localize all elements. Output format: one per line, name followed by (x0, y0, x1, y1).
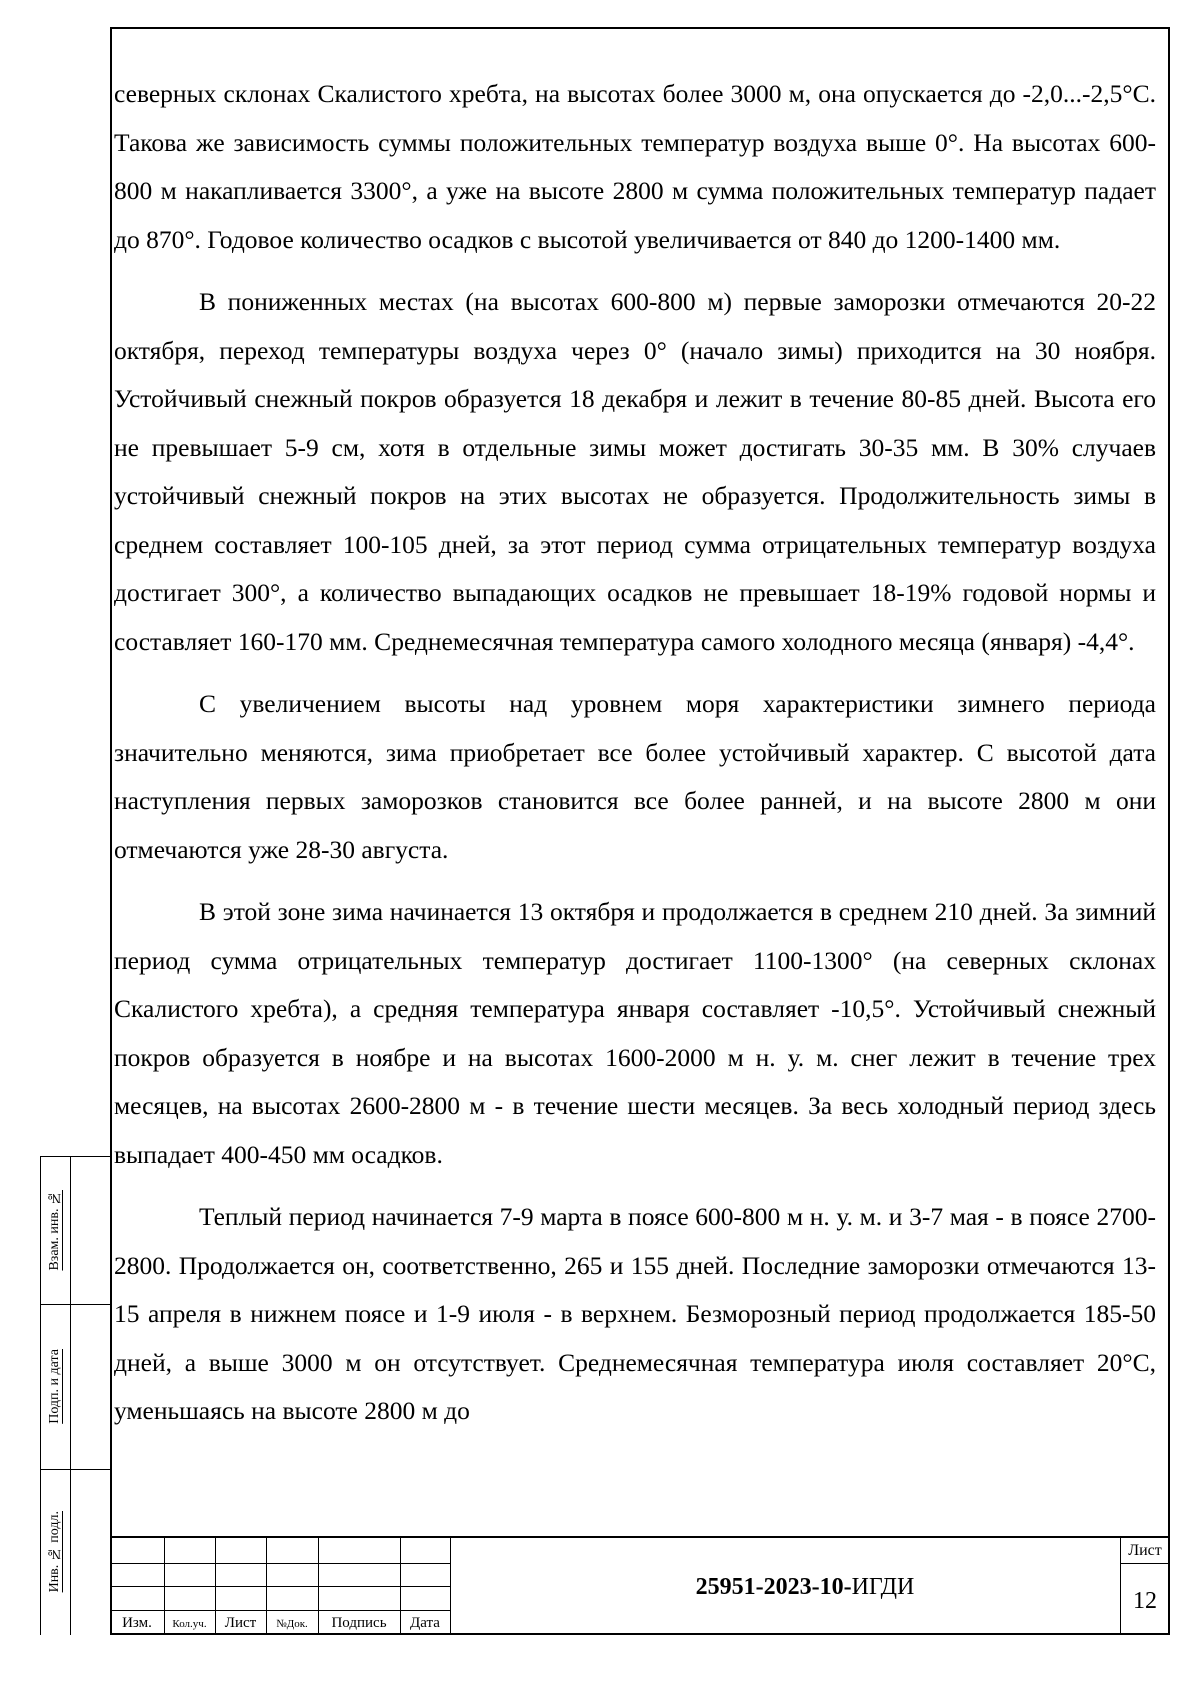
header-nom-dok: №Док. (276, 1617, 308, 1630)
paragraph-5: Теплый период начинается 7-9 марта в поясе 600-800 м н. у. м. и 3-7 мая - в поясе 2700-2800. Продолжается он, соответственно, 265 и 155 дней. Последние заморозки отмечаются 13-15 апреля в нижнем поясе и 1-9 июля - в верхнем. Безморозный период продолжается 185-50 дней, а выше 3000 м он отсутствует. Среднемесячная температура июля составляет 20°С, уменьшаясь на высоте 2800 м до (114, 1202, 1156, 1425)
grid-line (110, 1586, 450, 1587)
header-list: Лист (224, 1615, 257, 1631)
paragraph-3: С увеличением высоты над уровнем моря характеристики зимнего периода значительно меняются, зима приобретает все более устойчивый характер. С высотой дата наступления первых заморозков становится все более ранней, и на высоте 2800 м они отмечаются уже 28-30 августа. (114, 689, 1156, 864)
side-border-mid (70, 1156, 71, 1635)
document-code-suffix: ИГДИ (851, 1574, 915, 1600)
grid-line (110, 1563, 450, 1564)
side-label-vzam: Взам. инв. № (47, 1189, 62, 1271)
grid-line (450, 1538, 451, 1635)
header-kol-uch: Кол.уч. (172, 1617, 207, 1630)
document-body (114, 70, 1156, 1450)
paragraph-4: В этой зоне зима начинается 13 октября и продолжается в среднем 210 дней. За зимний период сумма отрицательных температур достигает 1100-1300° (на северных склонах Скалистого хребта), а средняя температура января составляет -10,5°. Устойчивый снежный покров образуется в ноябре и на высотах 1600-2000 м н. у. м. снег лежит в течение трех месяцев, на высотах 2600-2800 м - в течение шести месяцев. За весь холодный период здесь выпадает 400-450 мм осадков. (114, 897, 1156, 1169)
paragraph-2: В пониженных местах (на высотах 600-800 м) первые заморозки отмечаются 20-22 октября, переход температуры воздуха через 0° (начало зимы) приходится на 30 ноября. Устойчивый снежный покров образуется 18 декабря и лежит в течение 80-85 дней. Высота его не превышает 5-9 см, хотя в отдельные зимы может достигать 30-35 мм. В 30% случаев устойчивый снежный покров на этих высотах не образуется. Продолжительность зимы в среднем составляет 100-105 дней, за этот период сумма отрицательных температур воздуха достигает 300°, а количество выпадающих осадков не превышает 18-19% годовой нормы и составляет 160-170 мм. Среднемесячная температура самого холодного месяца (января) -4,4°. (114, 287, 1156, 656)
sheet-number: 12 (1133, 1588, 1157, 1614)
title-block (110, 1536, 1170, 1635)
side-label-podp: Подп. и дата (47, 1349, 62, 1424)
document-code (490, 1538, 1120, 1637)
sheet-label: Лист (1128, 1542, 1162, 1559)
side-margin-stamp (40, 1156, 110, 1635)
document-code-number: 25951-2023-10- (695, 1574, 852, 1600)
header-izm: Изм. (122, 1615, 152, 1631)
side-label-inv: Инв. № подл. (47, 1511, 62, 1593)
header-data: Дата (410, 1615, 440, 1631)
paragraph-1: северных склонах Скалистого хребта, на высотах более 3000 м, она опускается до -2,0...-2,5°С. Такова же зависимость суммы положительных температур воздуха выше 0°. На высотах 600-800 м накапливается 3300°, а уже на высоте 2800 м сумма положительных температур падает до 870°. Годовое количество осадков с высотой увеличивается от 840 до 1200-1400 мм. (114, 79, 1156, 254)
header-podpis: Подпись (331, 1615, 387, 1631)
grid-line (1120, 1563, 1170, 1564)
